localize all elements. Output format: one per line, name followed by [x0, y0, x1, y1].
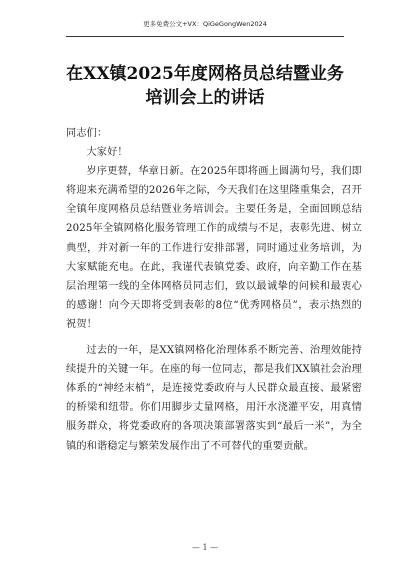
page-number: — 1 —	[191, 543, 219, 552]
header-divider	[66, 36, 344, 37]
document-title: 在XX镇2025年度网格员总结暨业务培训会上的讲话	[66, 64, 344, 108]
paragraph-intro: 岁序更替，华章日新。在2025年即将画上圆满句号，我们即将迎来充满希望的2026年之际，今天我们在这里隆重集会，召开全镇年度网格员总结暨业务培训会。主要任务是，全面回顾总结2025年全镇网格化服务管理工作的成绩与不足，表彰先进、树立典型，并对新一年的工作进行安排部署，同时通过业务培训，为大家赋能充电。在此，我谨代表镇党委、政府，向辛勤工作在基层治理第一线的全体网格员同志们，致以最诚挚的问候和最衷心的感谢！向今天即将受到表彰的8位“优秀网格员”，表示热烈的祝贺！	[66, 166, 362, 330]
paragraph-greeting: 大家好！	[86, 147, 128, 159]
document-body	[66, 124, 362, 456]
salutation: 同志们：	[66, 128, 108, 139]
paragraph-review: 过去的一年，是XX镇网格化治理体系不断完善、治理效能持续提升的关键一年。在座的每一位同志，都是我们XX镇社会治理体系的“神经末梢”，是连接党委政府与人民群众最直接、最紧密的桥梁和纽带。你们用脚步丈量网格，用汗水浇灌平安，用真情服务群众，将党委政府的各项决策部署落实到“最后一米”，为全镇的和谐稳定与繁荣发展作出了不可替代的重要贡献。	[66, 345, 362, 452]
header-text: 更多免费公文+VX：QiGeGongWen2024	[143, 20, 267, 28]
